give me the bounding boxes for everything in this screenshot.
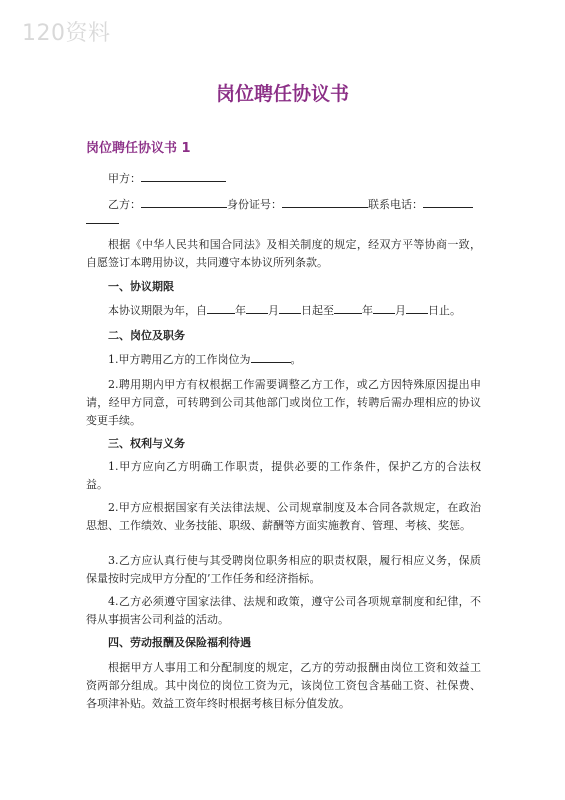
- id-label: 身份证号：: [227, 198, 282, 211]
- section-3-heading: 三、权利与义务: [108, 437, 185, 450]
- period: 。: [290, 353, 302, 366]
- phone-blank: [423, 196, 473, 208]
- blank: [207, 302, 235, 314]
- section-3-p2: 2.甲方应根据国家有关法律法规、公司规章制度及本合同各款规定，在政治思想、工作绩效、业务技能、职级、薪酬等方面实施教育、管理、考核、奖惩。: [86, 501, 481, 532]
- section-4-heading: 四、劳动报酬及保险福利待遇: [108, 636, 251, 649]
- party-b-blank: [141, 196, 227, 208]
- document-title: 岗位聘任协议书: [215, 83, 349, 105]
- year-text-2: 年: [362, 304, 373, 317]
- day-end-text: 日止。: [428, 304, 461, 317]
- term-text: 本协议期限为年，自: [108, 304, 207, 317]
- blank: [246, 302, 268, 314]
- id-blank: [282, 196, 368, 208]
- section-3-p3: 3.乙方应认真行使与其受聘岗位职务相应的职责权限，履行相应义务，保质保量按时完成甲方分配的’工作任务和经济指标。: [86, 554, 481, 585]
- section-1-text: [108, 302, 503, 320]
- section-3-p4: 4.乙方必须遵守国家法律、法规和政策，遵守公司各项规章制度和纪律，不得从事损害公司利益的活动。: [86, 595, 481, 626]
- blank: [406, 302, 428, 314]
- position-blank: [251, 351, 291, 363]
- watermark: 120资料: [22, 21, 111, 46]
- month-text: 月: [268, 304, 279, 317]
- section-subtitle: 岗位聘任协议书 1: [86, 141, 191, 156]
- blank: [279, 302, 301, 314]
- phone-blank-continued: [86, 212, 481, 230]
- section-4-p1: 根据甲方人事用工和分配制度的规定，乙方的劳动报酬由岗位工资和效益工资两部分组成。其中岗位的岗位工资为元，该岗位工资包含基础工资、社保费、各项津补贴。效益工资年终时根据考核目标分值发放。: [86, 661, 481, 710]
- month-text-2: 月: [395, 304, 406, 317]
- intro-paragraph: 根据《中华人民共和国合同法》及相关制度的规定，经双方平等协商一致，自愿签订本聘用协议，共同遵守本协议所列条款。: [86, 238, 481, 269]
- section-3-p1: 1.甲方应向乙方明确工作职责，提供必要的工作条件，保护乙方的合法权益。: [86, 460, 481, 491]
- section-2-p1: [108, 351, 503, 369]
- year-text: 年: [235, 304, 246, 317]
- party-b-label: 乙方：: [108, 198, 141, 211]
- section-1-heading: 一、协议期限: [108, 280, 174, 293]
- day-from-text: 日起至: [301, 304, 334, 317]
- blank: [334, 302, 362, 314]
- party-a-label: 甲方：: [108, 172, 141, 185]
- party-a-blank: [141, 170, 226, 182]
- blank: [373, 302, 395, 314]
- phone-blank-2: [86, 212, 119, 224]
- section-2-heading: 二、岗位及职务: [108, 329, 185, 342]
- section-2-p2: 2.聘用期内甲方有权根据工作需要调整乙方工作，或乙方因特殊原因提出申请，经甲方同意，可转聘到公司其他部门或岗位工作，转聘后需办理相应的协议变更手续。: [86, 378, 481, 427]
- phone-label: 联系电话：: [368, 198, 423, 211]
- position-text: 1.甲方聘用乙方的工作岗位为: [108, 353, 251, 366]
- party-a-line: [108, 170, 503, 188]
